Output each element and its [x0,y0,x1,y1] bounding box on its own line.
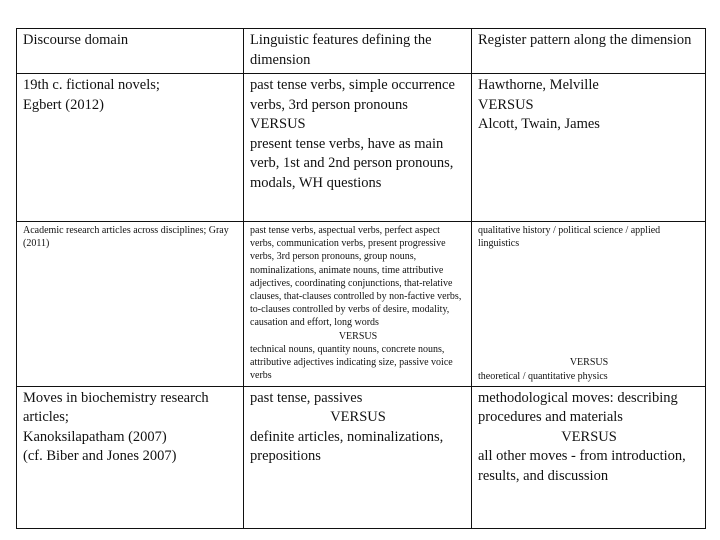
header-register-pattern: Register pattern along the dimension [472,29,706,74]
pattern-academic-versus: VERSUS [569,357,609,369]
table-row-biochemistry [17,386,706,528]
header-row [17,29,706,74]
cell-features-fiction [244,74,472,222]
domain-biochem-line-2: Kanoksilapatham (2007) [23,428,167,445]
cell-domain-biochemistry [17,386,244,528]
cell-features-academic [244,222,472,387]
features-biochem-negative: definite articles, nominalizations, prepositions [250,428,444,465]
pattern-fiction-bottom: Alcott, Twain, James [478,116,600,132]
pattern-biochem-versus: VERSUS [561,428,617,445]
features-fiction-positive: past tense verbs, simple occurrence verbs, 3rd person pronouns [250,77,455,113]
domain-fiction-line-1: 19th c. fictional novels; [23,77,160,93]
features-biochem-positive: past tense, passives [250,389,363,406]
features-fiction-versus: VERSUS [250,116,306,132]
header-linguistic-features: Linguistic features defining the dimension [244,29,472,74]
cell-pattern-academic [472,222,706,387]
cell-pattern-fiction [472,74,706,222]
domain-biochem-line-3: (cf. Biber and Jones 2007) [23,448,177,465]
domain-fiction-line-2: Egbert (2012) [23,96,104,113]
features-fiction-negative: present tense verbs, have as main verb, 1st and 2nd person pronouns, modals, WH questions [250,135,454,191]
domain-biochem-line-1: Moves in biochemistry research articles; [23,389,209,426]
pattern-fiction-versus: VERSUS [478,96,534,113]
pattern-biochem-bottom: all other moves - from introduction, results, and discussion [478,448,686,484]
features-academic-negative: technical nouns, quantity nouns, concrete nouns, attributive adjectives indicating size, passive voice verbs [250,343,453,382]
cell-domain-fiction [17,74,244,222]
features-academic-positive: past tense verbs, aspectual verbs, perfect aspect verbs, communication verbs, present progressive verbs, 3rd person pronouns, group nouns, nominalizations, animate nouns, time attributive adjectives, coordinating conjunctions, that-relative clauses, that-clauses controlled by non-factive verbs, to-clauses controlled by verbs of desire, modality, causation and effort, long words [250,225,462,329]
table-row-academic [17,222,706,387]
table-row-fiction [17,74,706,222]
pattern-academic-spacer [478,250,700,356]
features-academic-versus: VERSUS [338,330,378,342]
pattern-academic-bottom: theoretical / quantitative physics [478,370,608,382]
pattern-academic-top: qualitative history / political science / applied linguistics [478,225,661,250]
register-table [16,28,706,529]
cell-domain-academic: Academic research articles across disciplines; Gray (2011) [17,222,244,387]
pattern-fiction-top: Hawthorne, Melville [478,77,599,93]
cell-features-biochemistry [244,386,472,528]
header-discourse-domain: Discourse domain [17,29,244,74]
pattern-biochem-top: methodological moves: describing procedures and materials [478,389,678,426]
cell-pattern-biochemistry [472,386,706,528]
features-biochem-versus: VERSUS [330,409,386,426]
